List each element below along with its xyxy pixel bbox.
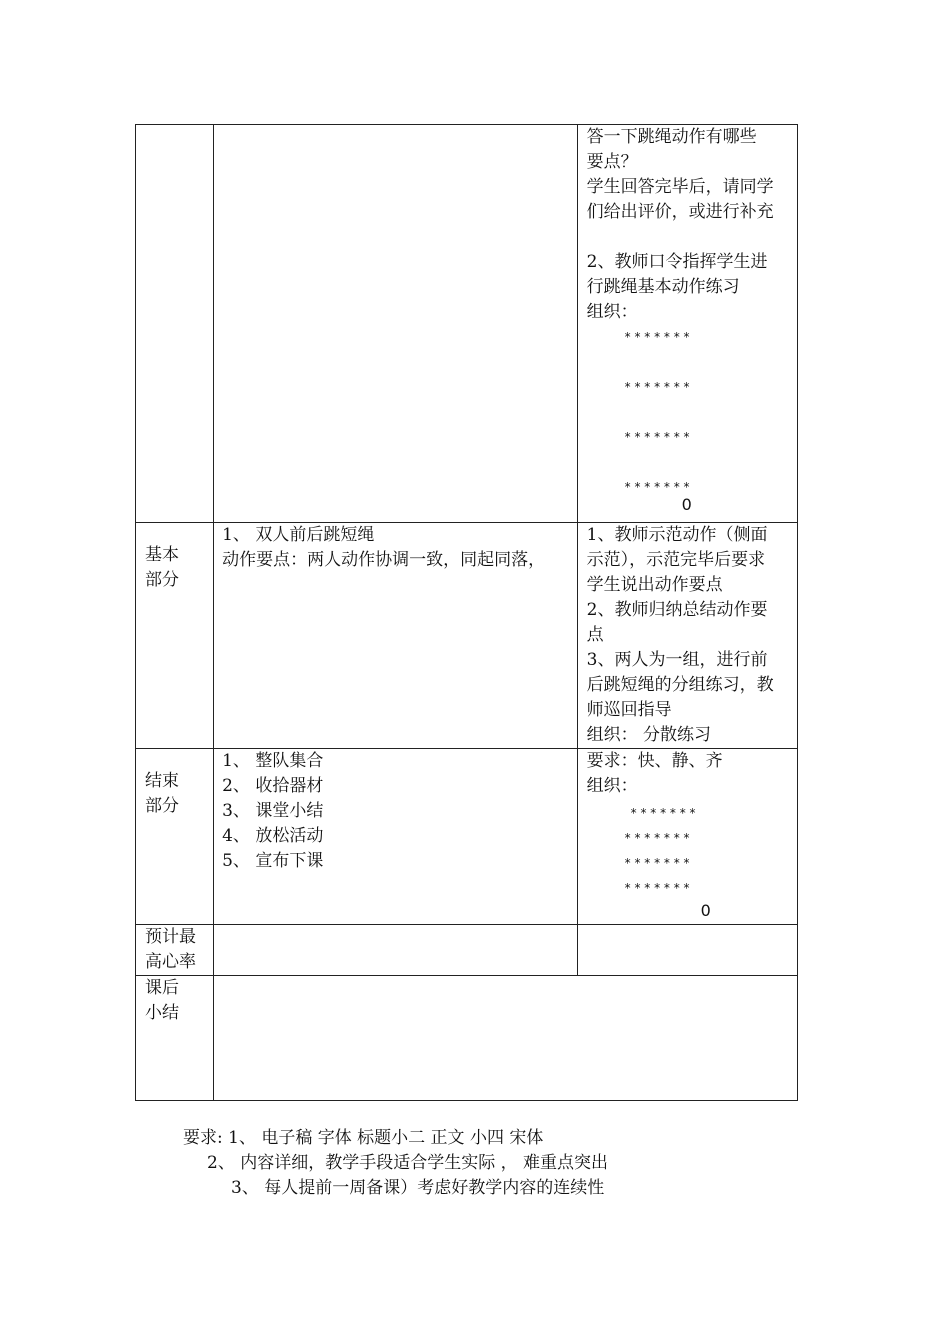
method-line: 要求：快、静、齐 — [586, 751, 723, 771]
content-line: 5、 宣布下课 — [222, 851, 324, 871]
table-row — [136, 925, 798, 976]
content-line: 1、 双人前后跳短绳 — [222, 525, 375, 545]
row0-label-cell — [136, 125, 214, 523]
teacher-position-marker: 0 — [700, 901, 711, 920]
summary-content-cell — [214, 976, 798, 1101]
content-line: 动作要点：两人动作协调一致，同起同落， — [222, 550, 546, 570]
requirement-line: 2、 内容详细，教学手段适合学生实际 ， 难重点突出 — [207, 1153, 609, 1173]
method-line: 组织： 分散练习 — [586, 725, 712, 745]
formation-row: * * * * * * * — [624, 380, 690, 394]
ending-method-cell — [577, 749, 797, 925]
method-line: 师巡回指导 — [586, 700, 672, 720]
table-row — [136, 976, 798, 1101]
formation-diagram — [587, 801, 793, 921]
teacher-position-marker: 0 — [681, 495, 692, 514]
method-line: 1、教师示范动作（侧面 — [586, 525, 768, 545]
method-line: 要点？ — [586, 152, 638, 172]
row-label: 部分 — [145, 796, 179, 816]
table-row — [136, 749, 798, 925]
formation-row: * * * * * * * — [624, 330, 690, 344]
formation-diagram — [587, 327, 793, 515]
method-line: 组织： — [586, 302, 638, 322]
method-line: 后跳短绳的分组练习，教 — [586, 675, 774, 695]
summary-label-cell — [136, 976, 214, 1101]
method-line: 2、教师口令指挥学生进 — [586, 252, 768, 272]
ending-content-cell — [214, 749, 578, 925]
table-row — [136, 523, 798, 749]
method-line: 2、教师归纳总结动作要 — [586, 600, 768, 620]
content-line: 2、 收拾器材 — [222, 776, 324, 796]
row-label: 部分 — [145, 570, 179, 590]
row-label: 高心率 — [145, 952, 196, 972]
method-line: 示范），示范完毕后要求 — [586, 550, 766, 570]
formation-row: * * * * * * * — [624, 430, 690, 444]
method-line: 答一下跳绳动作有哪些 — [586, 127, 757, 147]
formation-row: * * * * * * * — [630, 806, 696, 820]
row0-method-cell — [577, 125, 797, 523]
row-label: 基本 — [145, 545, 179, 565]
method-line: 学生说出动作要点 — [586, 575, 723, 595]
requirement-line: 3、 每人提前一周备课）考虑好教学内容的连续性 — [231, 1178, 605, 1198]
row-label: 课后 — [145, 978, 179, 998]
method-line: 行跳绳基本动作练习 — [586, 277, 740, 297]
method-line: 学生回答完毕后，请同学 — [586, 177, 774, 197]
row0-content-cell — [214, 125, 578, 523]
formation-row: * * * * * * * — [624, 856, 690, 870]
formation-row: * * * * * * * — [624, 881, 690, 895]
requirement-line: 要求: 1、 电子稿 字体 标题小二 正文 小四 宋体 — [183, 1128, 544, 1148]
basic-label-cell — [136, 523, 214, 749]
content-line: 4、 放松活动 — [222, 826, 324, 846]
method-line: 组织： — [586, 776, 638, 796]
row-label: 预计最 — [145, 927, 196, 947]
table-row — [136, 125, 798, 523]
formation-row: * * * * * * * — [624, 480, 690, 494]
content-line: 3、 课堂小结 — [222, 801, 324, 821]
method-line: 3、两人为一组，进行前 — [586, 650, 768, 670]
method-line: 们给出评价，或进行补充 — [586, 202, 774, 222]
formation-row: * * * * * * * — [624, 831, 690, 845]
heart-content-cell — [214, 925, 578, 976]
row-label: 结束 — [145, 771, 179, 791]
content-line: 1、 整队集合 — [222, 751, 324, 771]
row-label: 小结 — [145, 1003, 179, 1023]
heart-label-cell — [136, 925, 214, 976]
basic-content-cell — [214, 523, 578, 749]
lesson-plan-table — [135, 124, 798, 1101]
basic-method-cell — [577, 523, 797, 749]
method-line: 点 — [586, 625, 604, 645]
method-line — [587, 225, 793, 250]
ending-label-cell — [136, 749, 214, 925]
heart-method-cell — [577, 925, 797, 976]
